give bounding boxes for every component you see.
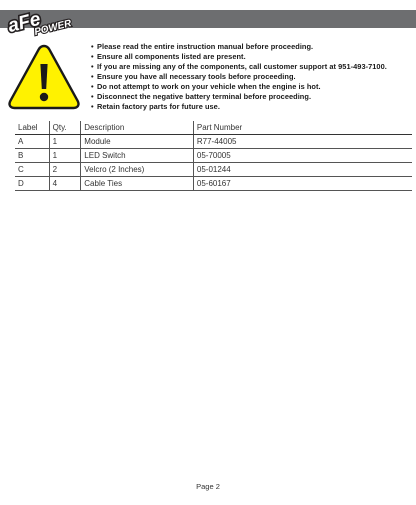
table-row xyxy=(15,163,412,177)
column-header-part-number: Part Number xyxy=(193,121,412,135)
cell-part-number: 05-70005 xyxy=(193,149,412,163)
table-header-row xyxy=(15,121,412,135)
notice-item: • Ensure you have all necessary tools before proceeding. xyxy=(91,72,296,81)
cell-qty: 2 xyxy=(49,163,81,177)
table-row xyxy=(15,177,412,191)
cell-part-number: R77-44005 xyxy=(193,135,412,149)
cell-part-number: 05-01244 xyxy=(193,163,412,177)
cell-part-number: 05-60167 xyxy=(193,177,412,191)
notice-item: • Ensure all components listed are present. xyxy=(91,52,246,61)
table-row xyxy=(15,135,412,149)
cell-label: A xyxy=(15,135,49,149)
notice-item: • Do not attempt to work on your vehicle when the engine is hot. xyxy=(91,82,321,91)
cell-description: Cable Ties xyxy=(81,177,194,191)
warning-icon xyxy=(8,44,80,110)
column-header-qty: Qty. xyxy=(49,121,81,135)
notice-item: • Disconnect the negative battery terminal before proceeding. xyxy=(91,92,312,101)
page-number: Page 2 xyxy=(196,482,220,491)
cell-description: LED Switch xyxy=(81,149,194,163)
cell-qty: 1 xyxy=(49,135,81,149)
cell-label: B xyxy=(15,149,49,163)
notice-item: • Please read the entire instruction manual before proceeding. xyxy=(91,42,314,51)
column-header-description: Description xyxy=(81,121,194,135)
notice-item: • Retain factory parts for future use. xyxy=(91,102,220,111)
notice-item: • If you are missing any of the components, call customer support at 951-493-7100. xyxy=(91,62,387,71)
cell-description: Velcro (2 Inches) xyxy=(81,163,194,177)
cell-label: C xyxy=(15,163,49,177)
cell-qty: 1 xyxy=(49,149,81,163)
column-header-label: Label xyxy=(15,121,49,135)
svg-text:aFe: aFe xyxy=(5,8,43,37)
safety-notice-list xyxy=(91,42,411,112)
cell-label: D xyxy=(15,177,49,191)
afe-power-logo xyxy=(2,2,84,40)
parts-table xyxy=(15,121,412,191)
cell-qty: 4 xyxy=(49,177,81,191)
table-row xyxy=(15,149,412,163)
svg-text:POWER: POWER xyxy=(33,18,73,38)
cell-description: Module xyxy=(81,135,194,149)
